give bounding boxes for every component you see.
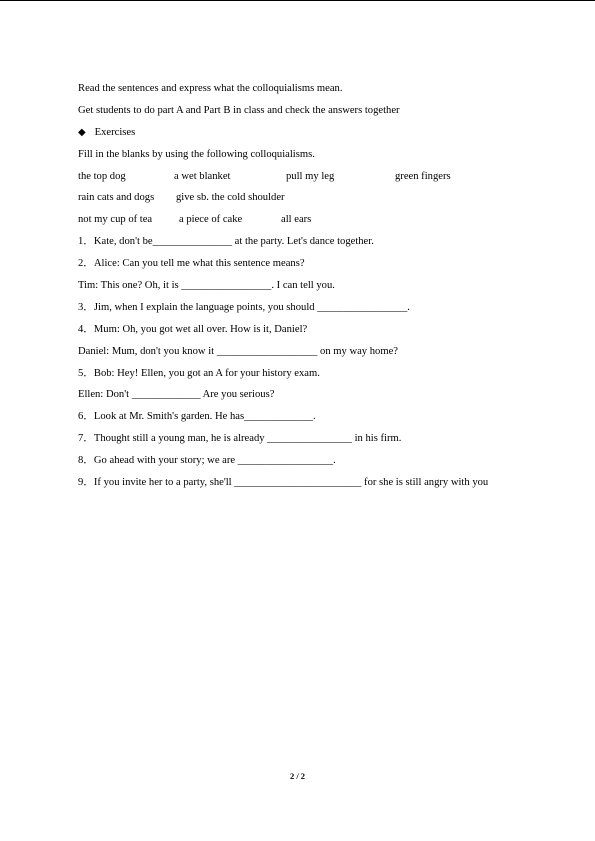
question-6: 6．Look at Mr. Smith's garden. He has_____________. — [78, 411, 316, 423]
question-2-reply: Tim: This one? Oh, it is _________________. I can tell you. — [78, 280, 335, 292]
diamond-bullet-icon: ◆ — [78, 126, 86, 138]
question-3: 3．Jim, when I explain the language points, you should _________________. — [78, 301, 410, 313]
phrase-the-top-dog: the top dog — [78, 170, 126, 182]
phrase-all-ears: all ears — [281, 214, 312, 226]
question-5-reply: Ellen: Don't _____________ Are you serious? — [78, 389, 275, 401]
page-number: 2 / 2 — [289, 771, 306, 781]
phrase-row-2 — [78, 187, 578, 209]
phrase-piece-of-cake: a piece of cake — [179, 214, 243, 226]
phrase-green-fingers: green fingers — [395, 170, 451, 182]
question-8: 8．Go ahead with your story; we are __________________. — [78, 455, 336, 467]
exercises-heading-label: Exercises — [94, 126, 136, 138]
question-5: 5．Bob: Hey! Ellen, you got an A for your history exam. — [78, 367, 320, 379]
question-7: 7．Thought still a young man, he is already ________________ in his firm. — [78, 433, 402, 445]
phrase-row-1 — [78, 166, 578, 188]
document-body — [78, 78, 578, 494]
phrase-cold-shoulder: give sb. the cold shoulder — [176, 192, 285, 204]
instruction: Fill in the blanks by using the following colloquialisms. — [78, 148, 315, 160]
question-9: 9．If you invite her to a party, she'll ________________________ for she is still angry with you — [78, 477, 489, 489]
intro-line-1: Read the sentences and express what the colloquialisms mean. — [78, 83, 343, 94]
phrase-cup-of-tea: not my cup of tea — [78, 214, 153, 226]
question-2: 2．Alice: Can you tell me what this sentence means? — [78, 258, 305, 270]
question-1: 1．Kate, don't be_______________ at the party. Let's dance together. — [78, 236, 374, 248]
intro-line-2: Get students to do part A and Part B in class and check the answers together — [78, 104, 400, 116]
phrase-pull-my-leg: pull my leg — [286, 170, 335, 182]
exercises-heading — [78, 122, 578, 144]
phrase-row-3 — [78, 209, 578, 231]
top-rule — [0, 0, 595, 1]
question-4: 4．Mum: Oh, you got wet all over. How is it, Daniel? — [78, 323, 308, 335]
phrase-rain-cats-and-dogs: rain cats and dogs — [78, 192, 155, 204]
question-4-reply: Daniel: Mum, don't you know it ___________________ on my way home? — [78, 345, 398, 357]
phrase-a-wet-blanket: a wet blanket — [174, 170, 231, 182]
